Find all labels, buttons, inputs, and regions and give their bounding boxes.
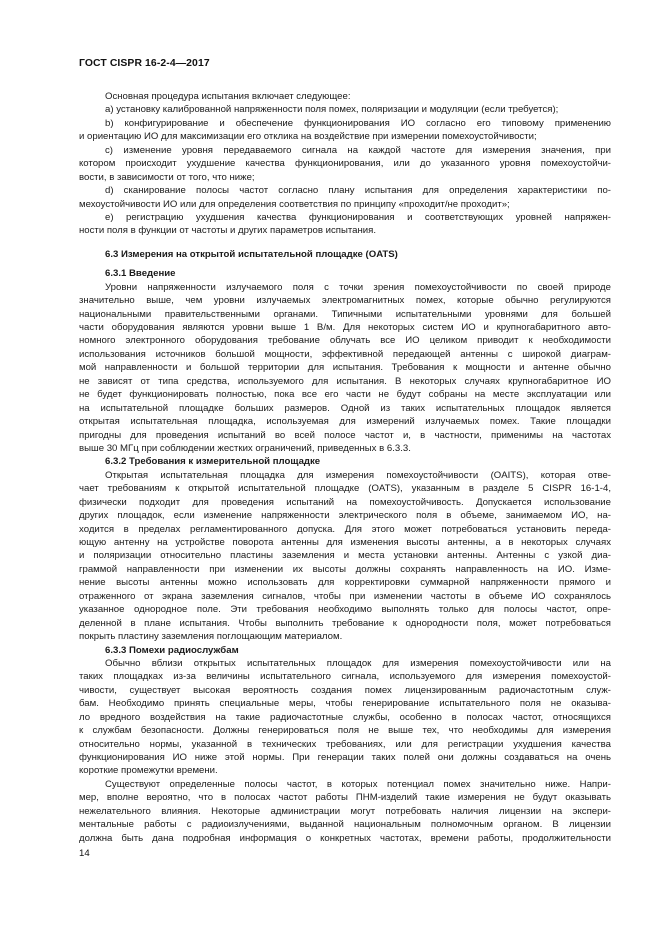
text-line: ности поля в функции от частоты и других параметров испытания.: [79, 225, 377, 237]
text-line: мехоустойчивости ИО или для определения соответствия по принципу «проходит/не проходит»;: [79, 198, 510, 210]
subsection-heading-6-3-2: 6.3.2 Требования к измерительной площадке: [105, 456, 321, 468]
text-line: нежелательного влияния. Некоторые администрации могут потребовать наличия лицензии на экспери-: [79, 805, 611, 817]
text-line: физически подходит для проведения испытаний на помехоустойчивость. Допускается использование: [79, 496, 611, 508]
text-line: Основная процедура испытания включает следующее:: [105, 91, 351, 102]
text-line: чивости, существует высокая вероятность создания помех лицензированным радиочастотным служ-: [79, 684, 611, 696]
subsection-6-3-3-body-a: [79, 657, 611, 778]
text-line: короткие промежутки времени.: [79, 765, 218, 777]
text-line: не будет функционировать полностью, пока все его части не будут собраны на месте эксплуатации или: [79, 389, 611, 401]
text-line: ло вредного воздействия на такие радиочастотные службы, особенно в полосах частот, относящихся: [79, 711, 611, 723]
spacer: [79, 238, 611, 248]
text-line: национальными правительственными органами. Типичными испытательными уровнями для большей: [79, 308, 611, 320]
text-line: на испытательной площадке больших размеров. Одной из таких испытательных площадок является: [79, 402, 611, 414]
text-line: е) регистрацию ухудшения качества функционирования и соответствующих уровней напряжен-: [105, 211, 611, 223]
text-line: и поляризации относительно пластины заземления и места установки антенны. Антенны с узкой диа-: [79, 550, 611, 562]
text-line: а) установку калиброванной напряженности поля помех, поляризации и модуляции (если требуется);: [105, 104, 559, 116]
text-line: других площадок, если изменение напряженности электрического поля в объеме, занимаемом ИО, на-: [79, 510, 611, 522]
subsection-6-3-2-body: [79, 469, 611, 644]
text-line: отраженного от экрана заземления сигналов, чтобы при изменении частоты в объеме ИО сохранялось: [79, 590, 611, 602]
text-line: чает требованиям к открытой испытательной площадке (OATS), указанным в разделе 5 CISPR 16-1-4,: [79, 483, 611, 495]
text-line: функционирования ИО ниже этой нормы. При генерации таких полей они должны создаваться на очень: [79, 752, 611, 763]
text-line: ментальные работы с радиоизлучениями, выданной национальным полномочным органом. В лицензии: [79, 819, 611, 831]
text-line: указанное однородное поле. Эти требования необходимо выполнять только для полосы частот, опре-: [79, 604, 611, 616]
subsection-heading-6-3-1: 6.3.1 Введение: [105, 268, 176, 280]
text-line: Обычно вблизи открытых испытательных площадок для измерения помехоустойчивости или на: [105, 657, 611, 669]
text-line: и ориентацию ИО для максимизации его отклика на воздействие при измерении помехоустойчивости;: [79, 131, 537, 143]
text-line: граммой направленности при изменении их высоты должны сохранять направленность на ИО. Изме-: [79, 563, 611, 575]
intro-block: [79, 90, 611, 238]
document-body: [79, 90, 611, 845]
text-line: открытая испытательная площадка, используемая для измерений излучаемых помех. Такие площадки: [79, 416, 611, 428]
text-line: ющую антенну на устройстве поворота антенны для изменения высоты антенны, а в некоторых случаях: [79, 537, 611, 548]
text-line: мой направленности и большой территории для испытания. Требования к мощности и антенне обычно: [79, 362, 611, 374]
text-line: Уровни напряженности излучаемого поля с точки зрения помехоустойчивости по своей природе: [105, 281, 611, 293]
text-line: Открытая испытательная площадка для измерения помехоустойчивости (OAITS), которая отве-: [105, 469, 611, 481]
text-line: бам. Необходимо принять специальные меры, чтобы генерирование испытательного поля не оказыва-: [79, 698, 611, 710]
text-line: относительно нормы, указанной в технических требованиях, или для регистрации ухудшения качества: [79, 738, 611, 750]
text-line: b) конфигурирование и обеспечение функционирования ИО согласно его типовому применению: [105, 117, 611, 129]
text-line: с) изменение уровня передаваемого сигнала на каждой частоте для измерения значения, при: [105, 144, 611, 156]
text-line: деленной в плане испытания. Чтобы выполнить требование к однородности поля, может потребоваться: [79, 617, 611, 629]
text-line: номного электронного оборудования требование облучать все ИО целиком приводит к необходимости: [79, 335, 611, 347]
text-line: таких площадках из-за величины испытательного сигнала, используемого для измерения помехоустой-: [79, 671, 611, 683]
subsection-heading-6-3-3: 6.3.3 Помехи радиослужбам: [105, 644, 239, 656]
text-line: покрыть пластину заземления поглощающим материалом.: [79, 631, 343, 643]
text-line: выше 30 МГц при соблюдении жестких ограничений, приведенных в 6.3.3.: [79, 442, 411, 454]
text-line: значительно выше, чем уровни излучаемых электромагнитных помех, которые обычно регулируются: [79, 295, 611, 307]
page-number: 14: [79, 848, 90, 859]
text-line: части оборудования являются уровни выше 1 В/м. Для некоторых систем ИО и крупногабаритного авто-: [79, 322, 611, 333]
section-heading: 6.3 Измерения на открытой испытательной площадке (OATS): [105, 248, 398, 260]
text-line: мер, вполне вероятно, что в полосах частот работы ПНМ-изделий такие измерения не будут оказывать: [79, 792, 611, 804]
text-line: ходится в пределах регламентированного допуска. Для этого может потребоваться установить переда-: [79, 523, 611, 535]
text-line: не зависят от типа средства, используемого для испытания. В некоторых случаях крупногабаритное ИО: [79, 375, 611, 387]
text-line: к службам безопасности. Должны генерироваться поля не выше тех, что необходимы для измерения: [79, 725, 611, 737]
text-line: нение высоты антенны можно использовать для корректировки суммарной напряженности прямого и: [79, 577, 611, 589]
text-line: вости, в зависимости от того, что ниже;: [79, 171, 255, 183]
text-line: пригодны для проведения испытаний во всей полосе частот и, в частности, применимы на частотах: [79, 429, 611, 441]
text-line: котором происходит ухудшение качества функционирования, или до указанного уровня помехоустойчи-: [79, 158, 611, 170]
text-line: должна быть дана подробная информация о конкретных частотах, времени работы, продолжительности: [79, 832, 611, 844]
text-line: d) сканирование полосы частот согласно плану испытания для определения характеристики по-: [105, 185, 611, 197]
subsection-6-3-1-body: [79, 281, 611, 456]
text-line: использования источников большой мощности, эффективной передающей антенны с широкой диаграм-: [79, 348, 611, 360]
page-header: ГОСТ CISPR 16-2-4—2017: [79, 58, 210, 69]
text-line: Существуют определенные полосы частот, в которых потенциал помех значительно ниже. Напри-: [105, 778, 611, 790]
subsection-6-3-3-body-b: [79, 778, 611, 845]
